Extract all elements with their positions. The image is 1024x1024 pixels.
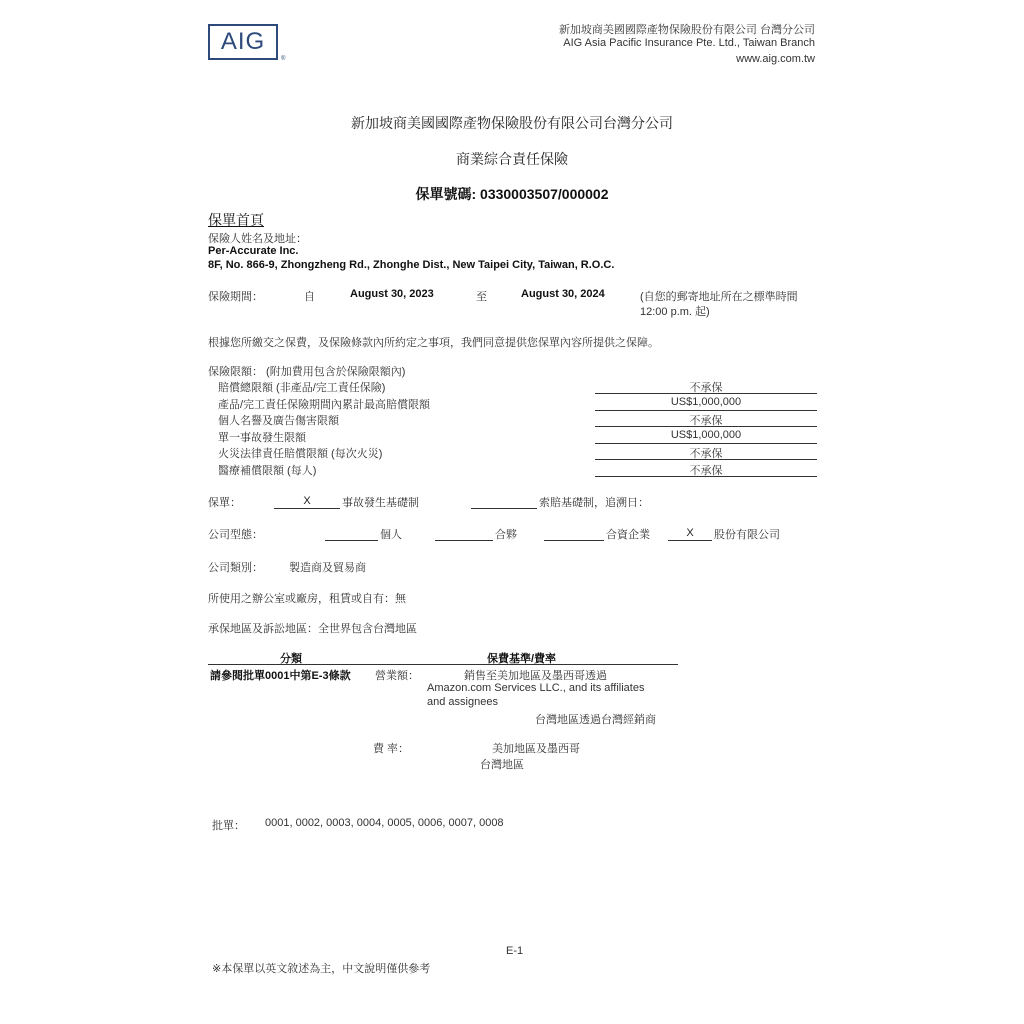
sales-label: 營業額： — [375, 670, 419, 682]
company-type-option: 個人 — [380, 529, 402, 541]
registered-mark: ® — [281, 56, 286, 62]
policy-number: 保單號碼: 0330003507/000002 — [415, 186, 609, 202]
territory-text: 承保地區及訴訟地區：全世界包含台灣地區 — [208, 623, 417, 635]
page-number: E-1 — [506, 945, 524, 957]
limit-underline — [595, 476, 817, 477]
claims-made-checkbox — [471, 495, 537, 509]
classification-header: 分類 — [280, 653, 302, 665]
endorsements-label: 批單： — [212, 820, 245, 832]
rate-line: 美加地區及墨西哥 — [492, 743, 580, 755]
company-type-option: 股份有限公司 — [714, 529, 780, 541]
limits-heading: 保險限額： (附加費用包含於保險限額內) — [208, 366, 406, 378]
table-header-rule — [208, 664, 678, 665]
limit-value: 不承保 — [689, 415, 723, 427]
limit-underline — [595, 393, 817, 394]
company-type-checkbox — [325, 527, 378, 541]
premium-basis-header: 保費基準/費率 — [487, 653, 557, 665]
limit-underline — [595, 443, 817, 444]
header-website: www.aig.com.tw — [736, 53, 815, 65]
limit-underline — [595, 459, 817, 460]
period-note-1: (自您的郵寄地址所在之標準時間 — [640, 291, 798, 303]
company-type-checkbox — [435, 527, 493, 541]
agreement-text: 根據您所繳交之保費，及保險條款內所約定之事項，我們同意提供您保單內容所提供之保障。 — [208, 337, 659, 349]
rate-label: 費 率： — [373, 743, 410, 755]
company-type-option: 合資企業 — [606, 529, 650, 541]
policy-basis-label: 保單： — [208, 497, 241, 509]
header-company-en: AIG Asia Pacific Insurance Pte. Ltd., Taiwan Branch — [563, 37, 815, 49]
period-to-label: 至 — [476, 291, 487, 303]
period-from-label: 自 — [304, 291, 315, 303]
premises-text: 所使用之辦公室或廠房，租賃或自有：無 — [208, 593, 406, 605]
limit-label: 產品/完工責任保險期間內累計最高賠償限額 — [218, 399, 431, 411]
period-from-date: August 30, 2023 — [350, 288, 434, 300]
limit-label: 單一事故發生限額 — [218, 432, 306, 444]
sales-line: and assignees — [427, 696, 498, 708]
limit-label: 賠償總限額 (非產品/完工責任保險) — [218, 382, 386, 394]
period-note-2: 12:00 p.m. 起) — [640, 306, 710, 318]
limit-underline — [595, 426, 817, 427]
classification-ref: 請參閱批單0001中第E-3條款 — [210, 670, 351, 682]
limit-label: 火災法律責任賠償限額 (每次火災) — [218, 448, 383, 460]
business-class-label: 公司類別： — [208, 562, 263, 574]
rate-line: 台灣地區 — [480, 759, 524, 771]
occurrence-checkbox: X — [274, 495, 340, 509]
footnote: ※本保單以英文敘述為主，中文說明僅供參考 — [212, 963, 431, 975]
header-company-zh: 新加坡商美國國際產物保險股份有限公司 台灣分公司 — [558, 24, 815, 36]
limit-value: US$1,000,000 — [670, 396, 742, 408]
limit-label: 醫療補償限額 (每人) — [218, 465, 317, 477]
insured-label: 保險人姓名及地址： — [208, 233, 307, 245]
sales-line: 銷售至美加地區及墨西哥透過 — [464, 670, 607, 682]
sales-line: 台灣地區透過台灣經銷商 — [535, 714, 656, 726]
insured-name: Per-Accurate Inc. — [208, 245, 299, 257]
limit-underline — [595, 410, 817, 411]
sales-line: Amazon.com Services LLC., and its affiliates — [427, 682, 645, 694]
business-class-value: 製造商及貿易商 — [289, 562, 366, 574]
declarations-heading: 保單首頁 — [208, 212, 264, 228]
limit-value: 不承保 — [689, 382, 723, 394]
claims-made-label: 索賠基礎制，追溯日： — [539, 497, 649, 509]
aig-logo — [208, 24, 278, 60]
insured-address: 8F, No. 866-9, Zhongzheng Rd., Zhonghe Dist., New Taipei City, Taiwan, R.O.C. — [208, 259, 615, 271]
company-type-checkbox — [544, 527, 604, 541]
limit-value: 不承保 — [689, 465, 723, 477]
company-type-label: 公司型態： — [208, 529, 263, 541]
logo-text: AIG — [220, 28, 266, 55]
limit-label: 個人名譽及廣告傷害限額 — [218, 415, 339, 427]
limit-value: 不承保 — [689, 448, 723, 460]
company-type-checkbox: X — [668, 527, 712, 541]
limit-value: US$1,000,000 — [670, 429, 742, 441]
document-product-title: 商業綜合責任保險 — [456, 151, 568, 167]
period-to-date: August 30, 2024 — [521, 288, 605, 300]
period-label: 保險期間： — [208, 291, 263, 303]
endorsements-value: 0001, 0002, 0003, 0004, 0005, 0006, 0007, 0008 — [265, 817, 504, 829]
document-company-title: 新加坡商美國國際產物保險股份有限公司台灣分公司 — [351, 115, 673, 131]
occurrence-label: 事故發生基礎制 — [342, 497, 419, 509]
company-type-option: 合夥 — [495, 529, 517, 541]
